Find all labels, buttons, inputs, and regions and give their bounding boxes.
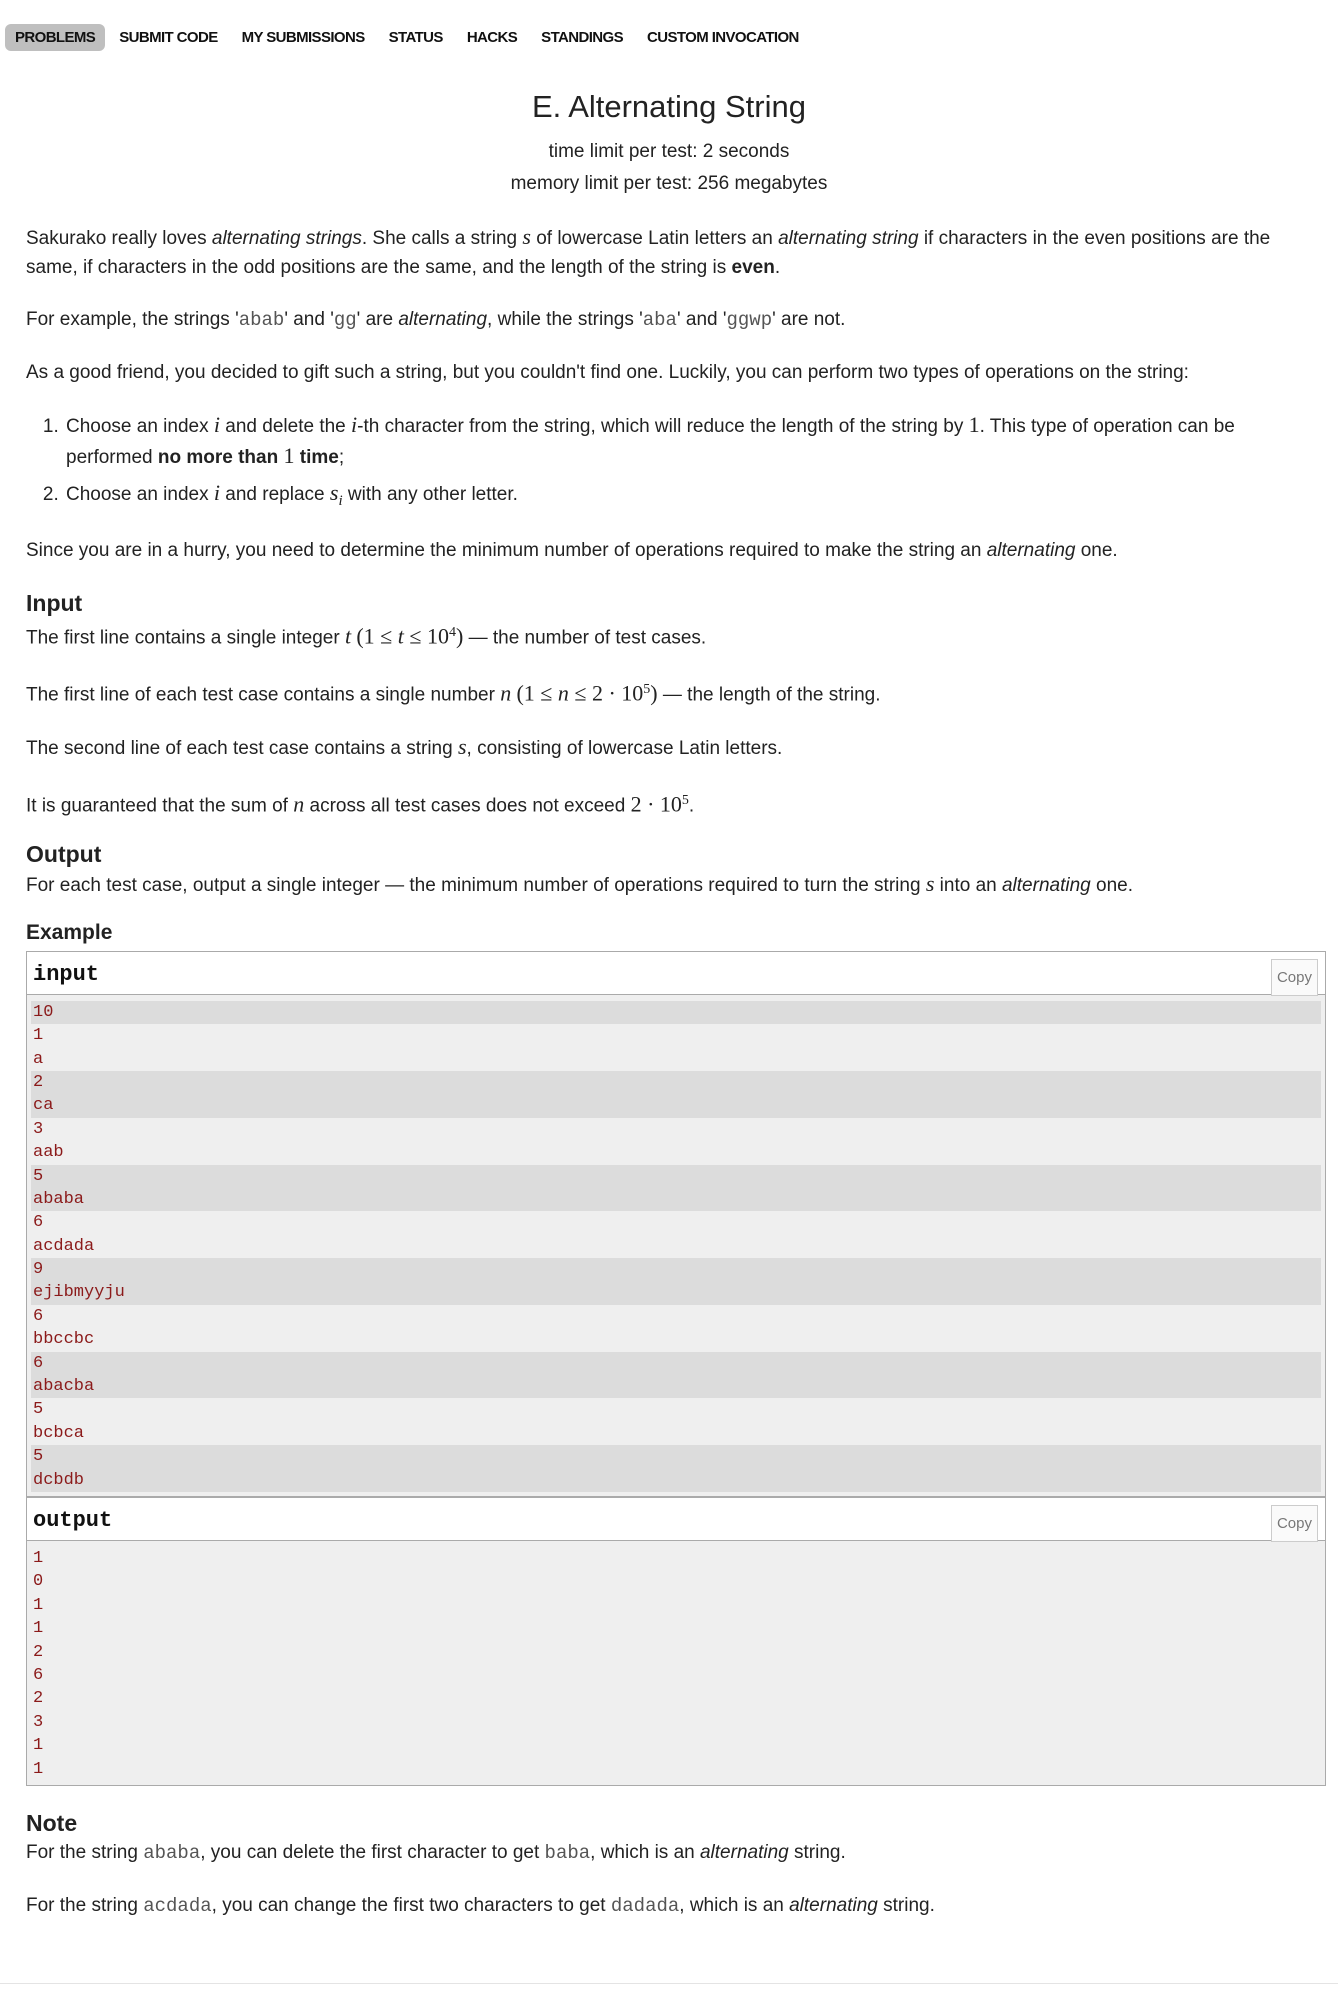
sample-input-line: 9 <box>31 1258 1321 1281</box>
problem-header <box>0 86 1338 200</box>
code-text: ababa <box>143 1841 201 1864</box>
sample-input-line: acdada <box>33 1236 95 1256</box>
copy-input-button[interactable]: Copy <box>1271 959 1318 996</box>
text: The first line of each test case contains a single number <box>26 684 501 706</box>
math-var: i <box>351 412 358 437</box>
text: and delete the <box>220 416 352 437</box>
math-num: 1 <box>283 443 295 468</box>
math-var: i <box>213 412 221 437</box>
sample-input-line: 2 <box>31 1071 1321 1094</box>
text: , which is an <box>679 1894 790 1916</box>
sample-output-line: 0 <box>33 1572 44 1592</box>
text: ; <box>338 447 345 468</box>
sample-input-line: abacba <box>31 1375 1321 1398</box>
nav-hacks[interactable]: HACKS <box>466 28 518 46</box>
sample-output-label: output <box>33 1507 113 1533</box>
sample-output-line: 2 <box>33 1642 44 1662</box>
code-text: aba <box>642 309 677 331</box>
nav-my-submissions[interactable]: MY SUBMISSIONS <box>241 28 365 46</box>
text: . She calls a string <box>361 228 523 249</box>
input-specification <box>26 588 1326 821</box>
text: even <box>731 257 775 278</box>
sample-input-line: 1 <box>33 1026 44 1046</box>
input-line-4 <box>26 786 1326 820</box>
sample-input-line: bbccbc <box>33 1330 95 1350</box>
input-line-2 <box>26 675 1326 709</box>
text: The first line contains a single integer <box>26 627 345 649</box>
sample-input-line: a <box>33 1049 44 1069</box>
sample-input-line: ejibmyyju <box>31 1281 1321 1304</box>
math-var: t <box>397 623 404 649</box>
math-var: t <box>344 623 352 649</box>
note-line-1 <box>26 1838 1326 1868</box>
text: — the number of test cases. <box>463 627 707 649</box>
legend-paragraph-4 <box>26 536 1326 565</box>
text: alternating string <box>778 228 919 249</box>
code-text: ggwp <box>726 309 773 331</box>
nav-standings[interactable]: STANDINGS <box>541 28 623 46</box>
text: . <box>688 795 695 817</box>
problem-title: E. Alternating String <box>532 89 806 124</box>
text: alternating <box>398 309 488 330</box>
math-sup: 5 <box>681 793 689 809</box>
text: . <box>774 257 781 278</box>
example-section <box>26 918 1326 1786</box>
note-line-2 <box>26 1891 1326 1921</box>
math-expr: ) <box>455 623 464 649</box>
sample-input-line: 5 <box>33 1400 44 1420</box>
legend-paragraph-1 <box>26 222 1326 282</box>
math-expr: ≤ 2 · 10 <box>568 680 644 706</box>
text: alternating <box>1001 874 1091 896</box>
text: Choose an index <box>66 416 214 437</box>
text: ' are not. <box>772 309 846 330</box>
text: ' and ' <box>284 309 334 330</box>
text: string. <box>877 1894 935 1916</box>
math-var: n <box>500 680 512 706</box>
sample-input-line: 6 <box>33 1306 44 1326</box>
text: and replace <box>220 484 330 505</box>
text: , consisting of lowercase Latin letters. <box>466 738 783 760</box>
text: , which is an <box>590 1841 700 1863</box>
operations-list <box>26 410 1326 516</box>
math-var: s <box>457 734 467 760</box>
example-title: Example <box>26 920 113 944</box>
text: if characters in the even positions are the same, if characters in the odd positions are the same, and the length of the string is <box>26 228 1271 278</box>
math-expr: 2 · 10 <box>630 791 682 817</box>
text: , while the strings ' <box>487 309 643 330</box>
math-sup: 5 <box>643 682 651 698</box>
text: alternating strings <box>211 228 362 249</box>
text: -th character from the string, which will reduce the length of the string by <box>357 416 969 437</box>
math-sup: 4 <box>448 624 456 640</box>
text: of lowercase Latin letters an <box>530 228 779 249</box>
math-num: 1 <box>968 412 980 437</box>
sample-output-line: 3 <box>33 1712 44 1732</box>
text: ' and ' <box>676 309 727 330</box>
sample-input-line: 3 <box>33 1119 44 1139</box>
operation-1 <box>64 410 1326 472</box>
sample-output-body <box>27 1541 1325 1785</box>
footer-divider <box>0 1983 1338 1984</box>
output-line-1 <box>26 869 1326 900</box>
sample-input-line: 6 <box>33 1213 44 1233</box>
text: ' are <box>356 309 399 330</box>
note-section-title: Note <box>26 1809 78 1836</box>
copy-output-button[interactable]: Copy <box>1271 1505 1318 1542</box>
memory-limit: memory limit per test: 256 megabytes <box>510 173 828 194</box>
sample-output-line: 6 <box>33 1665 44 1685</box>
input-line-3 <box>26 732 1326 763</box>
text: For each test case, output a single integer — the minimum number of operations required to turn the string <box>26 874 926 896</box>
text: It is guaranteed that the sum of <box>26 795 294 817</box>
output-section-title: Output <box>26 840 102 867</box>
math-expr: (1 ≤ <box>516 680 558 706</box>
operation-2 <box>64 478 1326 516</box>
math-var: n <box>293 791 305 817</box>
math-expr: (1 ≤ <box>356 623 398 649</box>
text: one. <box>1075 539 1118 561</box>
time-limit: time limit per test: 2 seconds <box>548 141 790 162</box>
math-var: n <box>557 680 569 706</box>
sample-input-line: 6 <box>31 1352 1321 1375</box>
legend-paragraph-3: As a good friend, you decided to gift such a string, but you couldn't find one. Luckily, you can perform two types of operations on the string: <box>26 362 1189 383</box>
text: For the string <box>26 1894 144 1916</box>
text: across all test cases does not exceed <box>304 795 631 817</box>
text: For example, the strings ' <box>26 309 239 330</box>
sample-input-line: 5 <box>31 1165 1321 1188</box>
sample-input-line: 10 <box>31 1001 1321 1024</box>
sample-output-line: 1 <box>33 1736 44 1756</box>
problem-statement <box>26 222 1326 1944</box>
code-text: acdada <box>143 1894 212 1917</box>
code-text: baba <box>544 1841 591 1864</box>
sample-input-line: dcbdb <box>31 1469 1321 1492</box>
math-var: i <box>213 480 221 505</box>
sample-input-label: input <box>33 961 100 987</box>
sample-input-line: aab <box>33 1143 64 1163</box>
text: Sakurako really loves <box>26 228 212 249</box>
math-var: s <box>925 870 935 896</box>
text: one. <box>1090 874 1133 896</box>
sample-input-line: bcbca <box>33 1423 85 1443</box>
nav-problems[interactable]: PROBLEMS <box>5 24 105 51</box>
output-specification <box>26 839 1326 900</box>
text: Choose an index <box>66 484 214 505</box>
sample-input-body <box>27 995 1325 1496</box>
text: into an <box>934 874 1002 896</box>
math-var: s <box>522 224 531 249</box>
sample-input-header <box>27 952 1325 995</box>
text: alternating <box>699 1841 789 1863</box>
math-var: s <box>329 480 339 505</box>
text: The second line of each test case contains a string <box>26 738 458 760</box>
nav-status[interactable]: STATUS <box>388 28 443 46</box>
text: time <box>294 447 339 468</box>
math-subscript: i <box>338 492 343 509</box>
sample-output-header <box>27 1498 1325 1541</box>
sample-output-line: 2 <box>33 1689 44 1709</box>
input-line-1 <box>26 618 1326 652</box>
sample-output-line: 1 <box>33 1595 44 1615</box>
code-text: abab <box>238 309 285 331</box>
sample-output-line: 1 <box>33 1548 44 1568</box>
nav-submit-code[interactable]: SUBMIT CODE <box>119 28 218 46</box>
sample-input <box>26 951 1326 1497</box>
math-expr: ≤ 10 <box>403 623 449 649</box>
math-expr: ) <box>650 680 658 706</box>
sample-output-line: 1 <box>33 1619 44 1639</box>
text: , you can delete the first character to get <box>200 1841 545 1863</box>
input-section-title: Input <box>26 589 83 616</box>
text: . This type of operation can be performed <box>66 416 1235 468</box>
text: alternating <box>789 1894 878 1916</box>
sample-output <box>26 1497 1326 1786</box>
sample-input-line: ababa <box>31 1188 1321 1211</box>
legend-paragraph-2 <box>26 305 1326 335</box>
code-text: dadada <box>610 1894 680 1917</box>
sample-output-line: 1 <box>33 1759 44 1779</box>
text: with any other letter. <box>342 484 518 505</box>
text: string. <box>788 1841 846 1863</box>
top-navigation <box>5 22 813 52</box>
text: no more than <box>157 447 284 468</box>
text: alternating <box>986 539 1076 561</box>
nav-custom-invocation[interactable]: CUSTOM INVOCATION <box>647 28 799 46</box>
sample-input-line: 5 <box>31 1445 1321 1468</box>
text: — the length of the string. <box>657 684 881 706</box>
text: , you can change the first two characters to get <box>211 1894 611 1916</box>
note-section <box>26 1808 1326 1921</box>
text: Since you are in a hurry, you need to determine the minimum number of operations required to make the string an <box>26 539 987 561</box>
text: For the string <box>26 1841 144 1863</box>
code-text: gg <box>333 309 357 331</box>
sample-input-line: ca <box>31 1094 1321 1117</box>
